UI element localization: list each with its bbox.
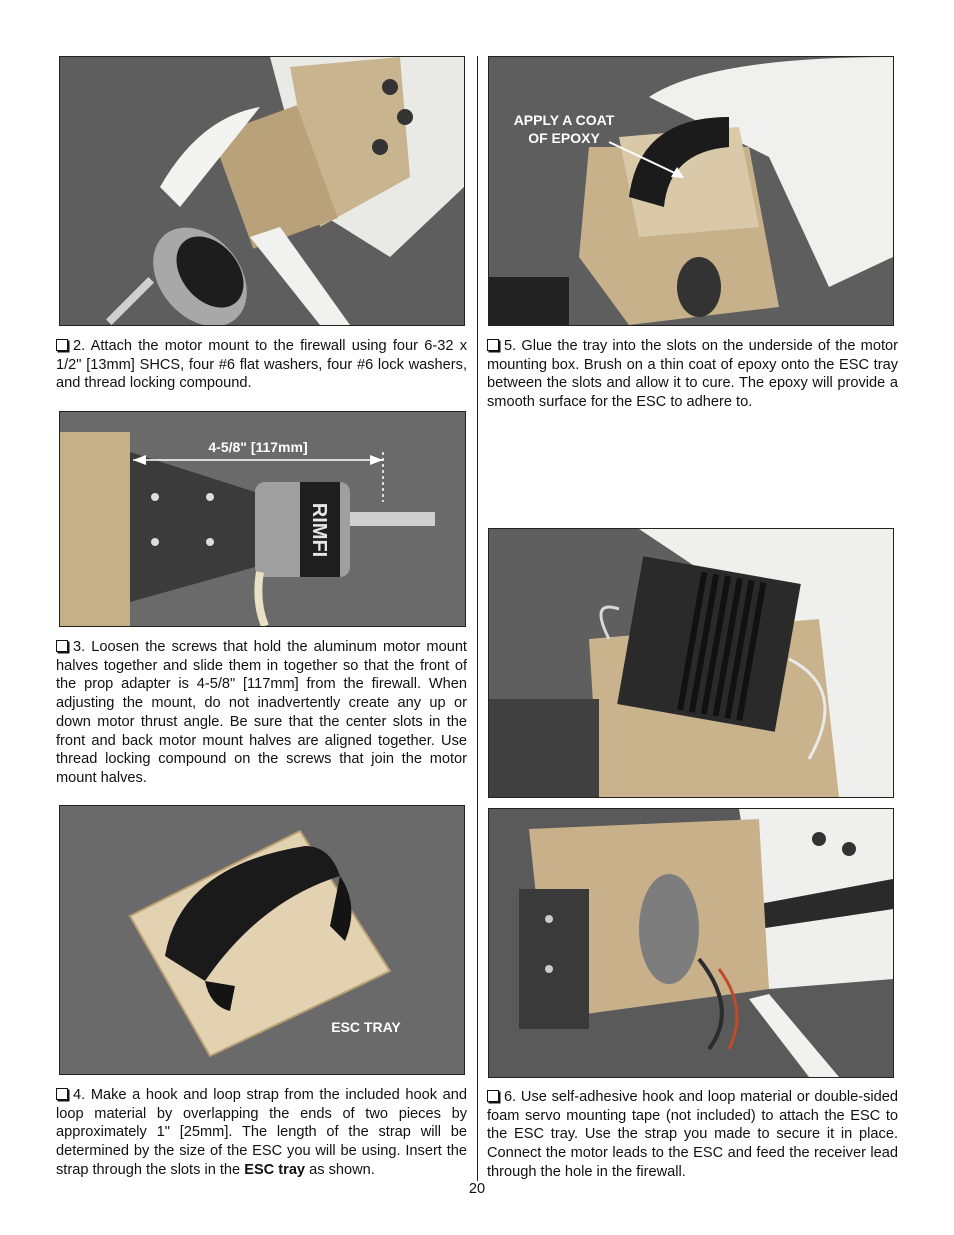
page-number: 20 bbox=[468, 1181, 486, 1197]
esc-installed-photo bbox=[488, 528, 894, 798]
measure-label: 4-5/8" [117mm] bbox=[208, 439, 308, 455]
checkbox-icon[interactable] bbox=[56, 1088, 68, 1100]
motor-mount-photo bbox=[59, 56, 465, 326]
epoxy-label-line1: APPLY A COAT bbox=[513, 112, 615, 128]
checkbox-icon[interactable] bbox=[56, 339, 68, 351]
epoxy-label-line2: OF EPOXY bbox=[528, 130, 600, 146]
step-4-body-end: as shown. bbox=[305, 1161, 375, 1178]
checkbox-icon[interactable] bbox=[487, 339, 499, 351]
esc-side-photo bbox=[488, 808, 894, 1078]
step-3-body: 3. Loosen the screws that hold the aluminum motor mount halves together and slide them in together so that the front of the prop adapter is 4-5/8" [117mm] from the firewall. When adjusting the mount, do not inadvertently create any up or down motor thrust angle. Be sure that the center slots in the front and back motor mount halves are aligned together. Use thread locking compound on the screws that join the motor mount halves. bbox=[56, 639, 467, 786]
step-4-text bbox=[56, 1086, 467, 1180]
step-5-body: 5. Glue the tray into the slots on the underside of the motor mounting box. Brush on a thin coat of epoxy onto the ESC tray between the slots and allow it to cure. The epoxy will provide a smooth surface for the ESC to adhere to. bbox=[487, 338, 898, 411]
esc-tray-label: ESC TRAY bbox=[331, 1019, 401, 1035]
epoxy-tray-photo bbox=[488, 56, 894, 326]
step-5-text bbox=[487, 337, 898, 412]
column-divider bbox=[477, 56, 478, 1181]
mount-measurement-photo bbox=[59, 411, 466, 627]
step-6-text bbox=[487, 1088, 898, 1182]
step-2-body: 2. Attach the motor mount to the firewall using four 6-32 x 1/2" [13mm] SHCS, four #6 flat washers, four #6 lock washers, and thread locking compound. bbox=[56, 338, 467, 392]
esc-tray-emphasis: ESC tray bbox=[244, 1161, 306, 1178]
step-3-text bbox=[56, 638, 467, 788]
checkbox-icon[interactable] bbox=[487, 1090, 499, 1102]
esc-tray-photo bbox=[59, 805, 465, 1075]
step-4-body: 4. Make a hook and loop strap from the included hook and loop material by overlapping the ends of two pieces by approximately 1" [25mm]. The length of the strap will be determined by the size of the ESC you will be using. Insert the strap through the slots in the bbox=[56, 1087, 467, 1178]
step-2-text bbox=[56, 337, 467, 393]
motor-brand-text: RIMFI bbox=[308, 502, 330, 558]
step-6-body: 6. Use self-adhesive hook and loop material or double-sided foam servo mounting tape (not included) to attach the ESC to the ESC tray. Use the strap you made to secure it in place. Connect the motor leads to the ESC and feed the receiver lead through the hole in the firewall. bbox=[487, 1089, 898, 1180]
checkbox-icon[interactable] bbox=[56, 640, 68, 652]
